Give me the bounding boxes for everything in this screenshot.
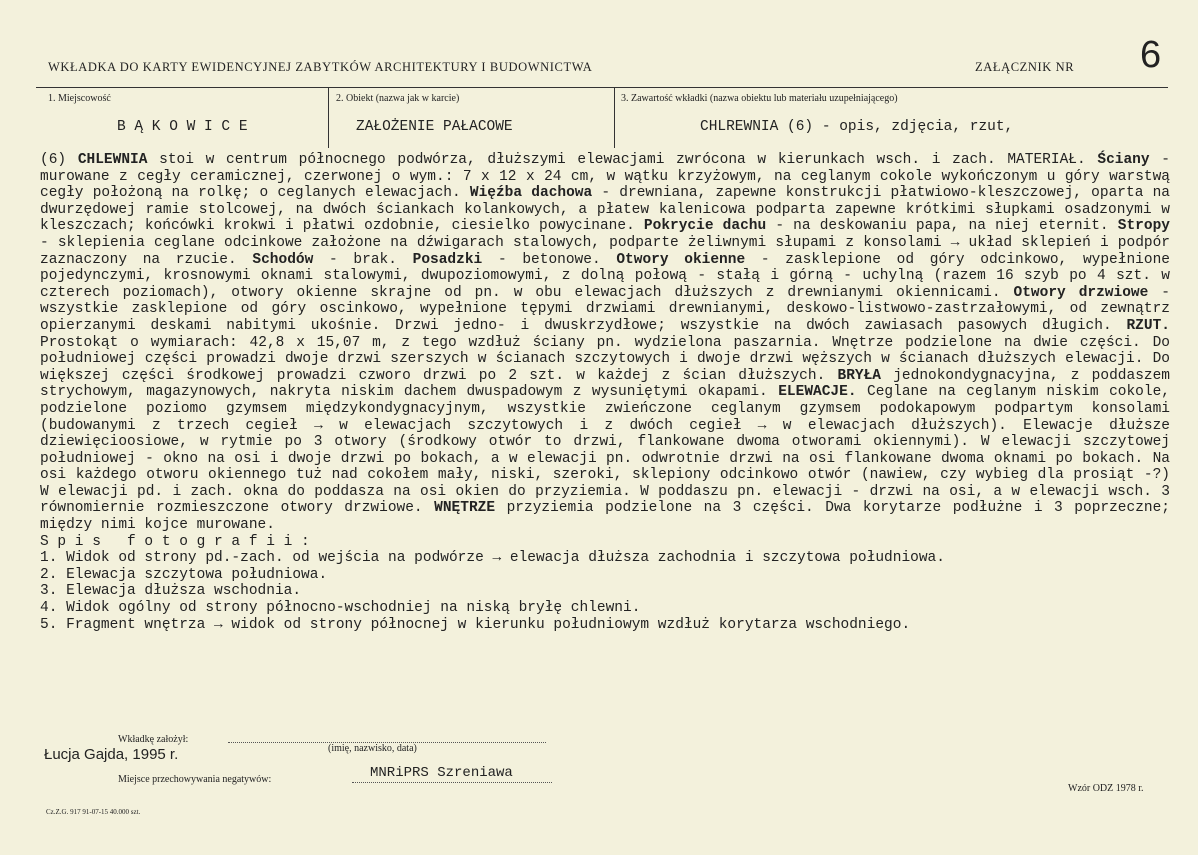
photo-list <box>40 550 1170 633</box>
description-keyword: Otwory okienne <box>616 251 746 268</box>
negatives-line <box>352 770 552 783</box>
field-divider <box>614 88 615 148</box>
description-run: - brak. <box>313 251 413 268</box>
description-keyword: CHLEWNIA <box>77 152 148 168</box>
description-run: - na deskowaniu papa, na niej eternit. <box>766 218 1118 235</box>
description-run: - sklepienia ceglane odcinkowe założone na dźwigarach stalowych, podparte żeliwnymi słupami z konsolami → układ sklepień i podpór zaznaczony na rzucie. <box>40 234 1170 268</box>
description-keyword: Więźba dachowa <box>469 185 593 202</box>
founded-label: Wkładkę założył: <box>118 734 189 745</box>
negatives-label: Miejsce przechowywania negatywów: <box>118 774 272 785</box>
description-run: (6) <box>40 152 78 168</box>
header-rule <box>36 87 1168 88</box>
description-run: - zasklepione od góry odcinkowo, wypełnione pojedynczymi, krosnowymi oknami stalowymi, dwupoziomowymi, z dolną połową - stałą i górną - uchylną (razem 16 szyb po 4 szt. w czterech poziomach), otwory okienne skrajne od pn. w obu elewacjach dłuższych z drewnianymi okiennicami. <box>40 251 1170 301</box>
field-divider <box>328 88 329 148</box>
description-keyword: Schodów <box>252 251 314 268</box>
description-run: - murowane z cegły ceramicznej, czerwonej o wym.: 7 x 12 x 24 cm, w wątku krzyżowym, na ceglanym cokole wykończonym u góry warstwą cegły położoną na rolkę; o ceglanych elewacjach. <box>40 152 1170 202</box>
description-text <box>40 152 1170 534</box>
locality-label: 1. Miejscowość <box>48 93 111 104</box>
author-caption: (imię, nazwisko, data) <box>328 743 417 754</box>
photo-list-item: 2. Elewacja szczytowa południowa. <box>40 566 328 583</box>
object-label: 2. Obiekt (nazwa jak w karcie) <box>336 93 460 104</box>
description-keyword: RZUT. <box>1126 317 1170 334</box>
description-keyword: WNĘTRZE <box>434 500 496 517</box>
description-run: Ceglane na ceglanym niskim cokole, podzielone poziomo gzymsem międzykondygnacyjnym, wszystkie zwieńczone ceglanym gzymsem podokapowym podpartym konsolami (budowanymi z trzech cegieł → w elewacjach szczytowych i z dwóch cegieł → w elewacjach dłuższych). Elewacje dłuższe dziewięcioosiowe, w rytmie po 3 otwory (środkowy otwór to drzwi, flankowane dwoma otworami okiennymi). W elewacji szczytowej południowej - okno na osi i dwoje drzwi po bokach, a w elewacji pn. odwrotnie drzwi na osi flankowane dwoma oknami po bokach. Na osi każdego otworu okiennego tuż nad cokołem mały, niski, szeroki, sklepiony odcinkowo otwór (nawiew, czy wybieg dla prosiąt -?) W elewacji pd. i zach. okna do poddasza na osi okien do przyziemia. W poddaszu pn. elewacji - drzwi na osi, a w elewacji wsch. 3 równomiernie rozmieszczone otwory drzwiowe. <box>40 384 1170 517</box>
description-block <box>40 152 1170 633</box>
annex-label: ZAŁĄCZNIK NR <box>975 60 1075 74</box>
description-run: jednokondygnacyjna, z poddaszem strychowym, magazynowych, nakryta niskim dachem dwuspadowym z wysuniętymi okapami. <box>40 367 1170 401</box>
annex-number: 6 <box>1140 34 1162 76</box>
description-run: przyziemia podzielone na 3 części. Dwa korytarze podłużne i 3 poprzeczne; między nimi kojce murowane. <box>40 500 1171 534</box>
photo-list-item: 3. Elewacja dłuższa wschodnia. <box>40 583 302 600</box>
photo-list-item: 5. Fragment wnętrza → widok od strony północnej w kierunku południowym wzdłuż korytarza wschodniego. <box>40 616 911 633</box>
print-code: Cz.Z.G. 917 91-07-15 40.000 szt. <box>46 808 141 816</box>
object-value: ZAŁOŻENIE PAŁACOWE <box>356 119 513 135</box>
form-title: WKŁADKA DO KARTY EWIDENCYJNEJ ZABYTKÓW ARCHITEKTURY I BUDOWNICTWA <box>48 60 593 74</box>
description-keyword: Otwory drzwiowe <box>1013 284 1149 301</box>
description-run: Prostokąt o wymiarach: 42,8 x 15,07 m, z tego wzdłuż ściany pn. wydzielona paszarnia. Wnętrze podzielone na dwie części. Do południowej części prowadzi dwoje drzwi szerszych w ścianach szczytowych i dwoje drzwi węższych w ścianach dłuższych elewacji. Do większej części środkowej prowadzi czworo drzwi po 2 szt. w każdej z ścian dłuższych. <box>40 334 1170 384</box>
photo-list-item: 4. Widok ogólny od strony północno-wschodniej na niską bryłę chlewni. <box>40 600 641 617</box>
description-keyword: Stropy <box>1117 218 1170 235</box>
locality-value: B Ą K O W I C E <box>117 119 248 135</box>
negatives-value: MNRiPRS Szreniawa <box>370 765 513 781</box>
description-run: stoi w centrum północnego podwórza, dłuższymi elewacjami zwrócona w kierunkach wsch. i zach. MATERIAŁ. <box>147 152 1098 168</box>
founded-line <box>228 730 546 743</box>
description-keyword: ELEWACJE. <box>778 384 857 401</box>
photo-list-item: 1. Widok od strony pd.-zach. od wejścia na podwórze → elewacja dłuższa zachodnia i szczytowa południowa. <box>40 550 945 567</box>
description-run: - wszystkie zasklepione od góry oscinkowo, wypełnione tępymi drzwiami drewnianymi, deskowo-listwowo-zastrzałowymi, od zewnątrz opierzanymi deskami nabitymi ukośnie. Drzwi jedno- i dwuskrzydłowe; wszystkie na dwóch zawiasach pasowych długich. <box>40 284 1170 334</box>
content-label: 3. Zawartość wkładki (nazwa obiektu lub materiału uzupełniającego) <box>621 93 898 104</box>
description-keyword: Ściany <box>1097 152 1150 168</box>
form-code: Wzór ODZ 1978 r. <box>1068 783 1144 794</box>
description-keyword: Posadzki <box>412 251 483 268</box>
author-signature: Łucja Gajda, 1995 r. <box>44 746 179 763</box>
description-run: - betonowe. <box>482 251 617 268</box>
description-run: - drewniana, zapewne konstrukcji płatwiowo-kleszczowej, oparta na dwurzędowej ramie stolcowej, na dwóch ściankach kolankowych, a płatew kalenicowa podparta zapewne krótkimi słupkami osadzonymi w kleszczach; końcówki krokwi i płatwi ozdobnie, ciesielko powycinane. <box>40 185 1170 235</box>
content-value: CHLREWNIA (6) - opis, zdjęcia, rzut, <box>700 119 1014 135</box>
description-keyword: BRYŁA <box>837 367 882 384</box>
photo-list-heading: S p i s f o t o g r a f i i : <box>40 533 310 550</box>
description-keyword: Pokrycie dachu <box>643 218 767 235</box>
